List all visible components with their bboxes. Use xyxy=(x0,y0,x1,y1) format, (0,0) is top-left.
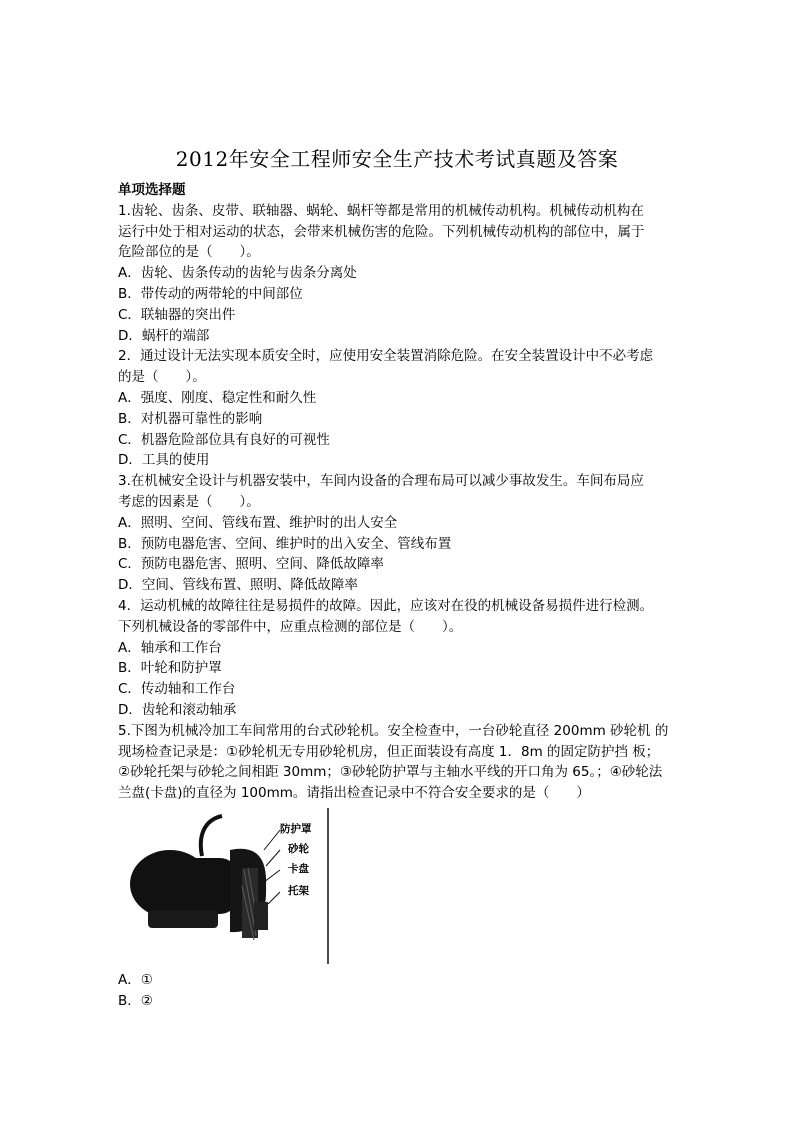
option-b: B．带传动的两带轮的中间部位 xyxy=(118,285,303,302)
option-b: B．② xyxy=(118,992,153,1009)
option-a: A．齿轮、齿条传动的齿轮与齿条分离处 xyxy=(118,265,357,282)
option-d: D．齿轮和滚动轴承 xyxy=(118,701,237,718)
question-stem-line: 2．通过设计无法实现本质安全时，应使用安全装置消除危险。在安全装置设计中不必考虑 xyxy=(118,348,654,365)
option-c: C．传动轴和工作台 xyxy=(118,681,236,698)
figure-label-wheel: 砂轮 xyxy=(288,842,309,855)
question-5 xyxy=(118,721,678,1012)
option-a: A．轴承和工作台 xyxy=(118,639,222,656)
question-stem-line: ②砂轮托架与砂轮之间相距 30mm；③砂轮防护罩与主轴水平线的开口角为 65。；④砂轮法 xyxy=(118,764,663,781)
document-body xyxy=(118,180,678,1012)
question-stem-line: 的是（ ）。 xyxy=(118,369,206,386)
option-d: D．空间、管线布置、照明、降低故障率 xyxy=(118,577,358,594)
figure-label-rest: 托架 xyxy=(288,884,309,897)
option-b: B．预防电器危害、空间、维护时的出入安全、管线布置 xyxy=(118,535,452,552)
option-d: D．工具的使用 xyxy=(118,452,210,469)
question-2 xyxy=(118,346,678,471)
question-stem-line: 运行中处于相对运动的状态，会带来机械伤害的危险。下列机械传动机构的部位中，属于 xyxy=(118,223,645,240)
question-stem-line: 4．运动机械的故障往往是易损件的故障。因此，应该对在役的机械设备易损件进行检测。 xyxy=(118,597,654,614)
question-stem-line: 5.下图为机械冷加工车间常用的台式砂轮机。安全检查中，一台砂轮直径 200mm 砂轮机 的 xyxy=(118,722,669,739)
option-c: C．预防电器危害、照明、空间、降低故障率 xyxy=(118,556,384,573)
figure-label-guard: 防护罩 xyxy=(280,822,312,835)
question-4 xyxy=(118,596,678,721)
document-title: 2012年安全工程师安全生产技术考试真题及答案 xyxy=(175,147,619,171)
question-stem-line: 兰盘(卡盘)的直径为 100mm。请指出检查记录中不符合安全要求的是（ ） xyxy=(118,785,590,802)
section-heading: 单项选择题 xyxy=(118,182,186,198)
option-a: A．① xyxy=(118,971,153,988)
question-stem-line: 下列机械设备的零部件中，应重点检测的部位是（ ）。 xyxy=(118,618,463,635)
option-b: B．对机器可靠性的影响 xyxy=(118,410,263,427)
question-stem-line: 1.齿轮、齿条、皮带、联轴器、蜗轮、蜗杆等都是常用的机械传动机构。机械传动机构在 xyxy=(118,202,644,219)
option-b: B．叶轮和防护罩 xyxy=(118,660,222,677)
option-a: A．强度、刚度、稳定性和耐久性 xyxy=(118,389,317,406)
option-a: A．照明、空间、管线布置、维护时的出人安全 xyxy=(118,514,398,531)
question-1 xyxy=(118,201,678,347)
question-stem-line: 考虑的因素是（ ）。 xyxy=(118,493,260,510)
question-stem-line: 危险部位的是（ ）。 xyxy=(118,244,260,261)
option-d: D．蜗杆的端部 xyxy=(118,327,210,344)
question-stem-line: 现场检查记录是：①砂轮机无专用砂轮机房，但正面装设有高度 1．8m 的固定防护挡 板； xyxy=(118,743,660,760)
option-c: C．机器危险部位具有良好的可视性 xyxy=(118,431,330,448)
question-3 xyxy=(118,471,678,596)
question-stem-line: 3.在机械安全设计与机器安装中，车间内设备的合理布局可以减少事故发生。车间布局应 xyxy=(118,473,644,490)
figure-label-flange: 卡盘 xyxy=(288,862,309,875)
option-c: C．联轴器的突出件 xyxy=(118,306,236,323)
grinder-figure xyxy=(118,806,338,966)
